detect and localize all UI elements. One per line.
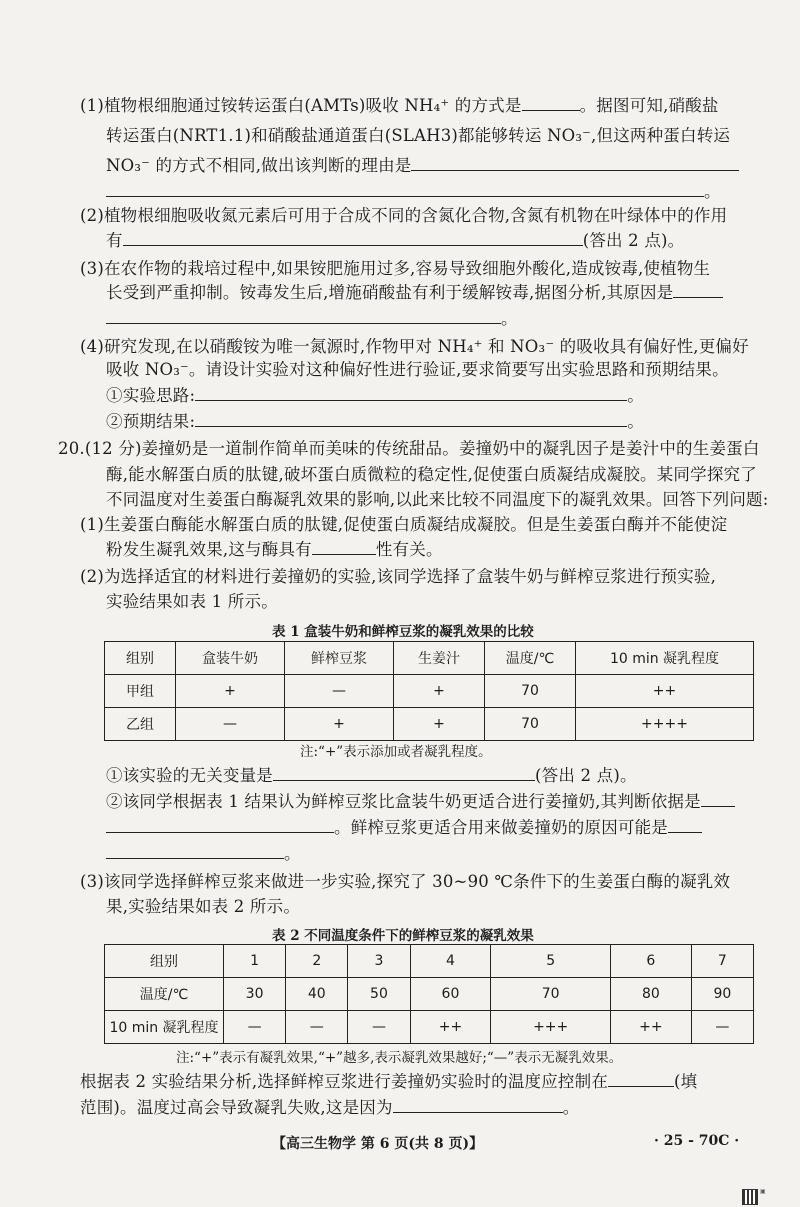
table1-cell: +	[176, 675, 285, 708]
table2-cell: +++	[491, 1011, 611, 1044]
table2-cell: ++	[610, 1011, 691, 1044]
table1-cell: 乙组	[105, 708, 176, 741]
table-row	[105, 708, 754, 741]
q19-part4-line1: (4)研究发现,在以硝酸铵为唯一氮源时,作物甲对 NH₄⁺ 和 NO₃⁻ 的吸收具有偏好性,更偏好	[80, 337, 749, 356]
table2-cell: 7	[691, 945, 753, 978]
table1-cell: 甲组	[105, 675, 176, 708]
table1-header-cell: 生姜汁	[394, 642, 485, 675]
q20-stem-line3: 不同温度对生姜蛋白酶凝乳效果的影响,以此来比较不同温度下的凝乳效果。回答下列问题:	[106, 490, 769, 509]
table2	[104, 944, 754, 1044]
q20-part2-line1: (2)为选择适宜的材料进行姜撞奶的实验,该同学选择了盒装牛奶与鲜榨豆浆进行预实验,	[80, 567, 717, 586]
table1-caption: 表 1 盒装牛奶和鲜榨豆浆的凝乳效果的比较	[272, 624, 534, 640]
table2-cell: —	[348, 1011, 410, 1044]
table1-header-cell: 鲜榨豆浆	[285, 642, 394, 675]
table1-header-cell: 10 min 凝乳程度	[576, 642, 754, 675]
table2-cell: ++	[410, 1011, 491, 1044]
table1-header-row	[105, 642, 754, 675]
table1-note: 注:“+”表示添加或者凝乳程度。	[300, 744, 492, 760]
table1-cell: ++++	[576, 708, 754, 741]
table-row	[105, 675, 754, 708]
q20-stem-line2: 酶,能水解蛋白质的肽键,破坏蛋白质微粒的稳定性,促使蛋白质凝结成凝胶。某同学探究了	[106, 465, 757, 484]
table1-cell: 70	[485, 708, 576, 741]
table1-cell: +	[394, 675, 485, 708]
table2-cell: —	[691, 1011, 753, 1044]
table-row	[105, 1011, 754, 1044]
table2-cell: 70	[491, 978, 611, 1011]
q19-part4-result: ②预期结果: 。	[106, 412, 644, 431]
table-row	[105, 978, 754, 1011]
q19-part3-line2: 长受到严重抑制。铵毒发生后,增施硝酸盐有利于缓解铵毒,据图分析,其原因是	[106, 281, 723, 305]
table1-header-cell: 温度/℃	[485, 642, 576, 675]
table2-cell: 组别	[105, 945, 224, 978]
table2-note: 注:“+”表示有凝乳效果,“+”越多,表示凝乳效果越好;“—”表示无凝乳效果。	[176, 1050, 623, 1066]
q20-part2-q2-line2: 。鲜榨豆浆更适合用来做姜撞奶的原因可能是	[106, 816, 702, 840]
table2-cell: 30	[224, 978, 286, 1011]
page-footer-code: · 25 - 70C ·	[654, 1133, 740, 1149]
q20-stem-line1: 20.(12 分)姜撞奶是一道制作简单而美味的传统甜品。姜撞奶中的凝乳因子是姜汁中的生姜蛋白	[58, 439, 760, 458]
table2-cell: 50	[348, 978, 410, 1011]
table2-cell: 4	[410, 945, 491, 978]
q20-final-line2: 范围)。温度过高会导致凝乳失败,这是因为 。	[80, 1098, 580, 1117]
table2-cell: 40	[286, 978, 348, 1011]
table2-cell: 10 min 凝乳程度	[105, 1011, 224, 1044]
scanner-logo-icon: ▣	[760, 1188, 766, 1195]
table1-header-cell: 组别	[105, 642, 176, 675]
table2-cell: 90	[691, 978, 753, 1011]
table1	[104, 641, 754, 741]
q19-part1-line3: NO₃⁻ 的方式不相同,做出该判断的理由是	[106, 154, 739, 178]
q19-part1-line2: 转运蛋白(NRT1.1)和硝酸盐通道蛋白(SLAH3)都能够转运 NO₃⁻,但这两种蛋白转运	[106, 126, 731, 145]
table2-caption: 表 2 不同温度条件下的鲜榨豆浆的凝乳效果	[272, 928, 534, 944]
table2-cell: —	[286, 1011, 348, 1044]
table2-cell: 温度/℃	[105, 978, 224, 1011]
q19-part3-line1: (3)在农作物的栽培过程中,如果铵肥施用过多,容易导致细胞外酸化,造成铵毒,使植物生	[80, 259, 711, 278]
q19-part3-line3: 。	[106, 307, 518, 331]
q20-part2-q2-line3: 。	[106, 842, 301, 866]
table2-cell: 60	[410, 978, 491, 1011]
q20-part1-line1: (1)生姜蛋白酶能水解蛋白质的肽键,促使蛋白质凝结成凝胶。但是生姜蛋白酶并不能使淀	[80, 515, 728, 534]
q19-part2-line2: 有 (答出 2 点)。	[106, 231, 685, 250]
q19-part1-line1: (1)植物根细胞通过铵转运蛋白(AMTs)吸收 NH₄⁺ 的方式是 。据图可知,硝酸盐	[80, 96, 719, 115]
q20-part1-line2: 粉发生凝乳效果,这与酶具有 性有关。	[106, 540, 443, 559]
table-row	[105, 945, 754, 978]
table1-cell: —	[176, 708, 285, 741]
qr-code-icon	[742, 1189, 758, 1205]
table2-cell: 1	[224, 945, 286, 978]
table1-cell: ++	[576, 675, 754, 708]
q19-part4-idea: ①实验思路: 。	[106, 386, 644, 405]
table2-cell: 6	[610, 945, 691, 978]
q19-part4-line2: 吸收 NO₃⁻。请设计实验对这种偏好性进行验证,要求简要写出实验思路和预期结果。	[106, 360, 729, 379]
q20-part2-q2-line1: ②该同学根据表 1 结果认为鲜榨豆浆比盒装牛奶更适合进行姜撞奶,其判断依据是	[106, 790, 735, 814]
table2-cell: 80	[610, 978, 691, 1011]
table2-cell: —	[224, 1011, 286, 1044]
table1-cell: +	[394, 708, 485, 741]
q20-part2-q1: ①该实验的无关变量是 (答出 2 点)。	[106, 766, 637, 785]
table1-cell: —	[285, 675, 394, 708]
table2-cell: 3	[348, 945, 410, 978]
q19-part1-line4: 。	[106, 180, 721, 204]
q20-part2-line2: 实验结果如表 1 所示。	[106, 592, 278, 611]
table1-header-cell: 盒装牛奶	[176, 642, 285, 675]
q20-part3-line2: 果,实验结果如表 2 所示。	[106, 897, 301, 916]
table2-cell: 5	[491, 945, 611, 978]
q20-final-line1: 根据表 2 实验结果分析,选择鲜榨豆浆进行姜撞奶实验时的温度应控制在 (填	[80, 1072, 698, 1091]
table2-cell: 2	[286, 945, 348, 978]
q20-part3-line1: (3)该同学选择鲜榨豆浆来做进一步实验,探究了 30~90 ℃条件下的生姜蛋白酶的凝乳效	[80, 872, 731, 891]
q19-part2-line1: (2)植物根细胞吸收氮元素后可用于合成不同的含氮化合物,含氮有机物在叶绿体中的作用	[80, 206, 728, 225]
page-footer-title: 【高三生物学 第 6 页(共 8 页)】	[272, 1136, 484, 1152]
table1-cell: 70	[485, 675, 576, 708]
table1-cell: +	[285, 708, 394, 741]
